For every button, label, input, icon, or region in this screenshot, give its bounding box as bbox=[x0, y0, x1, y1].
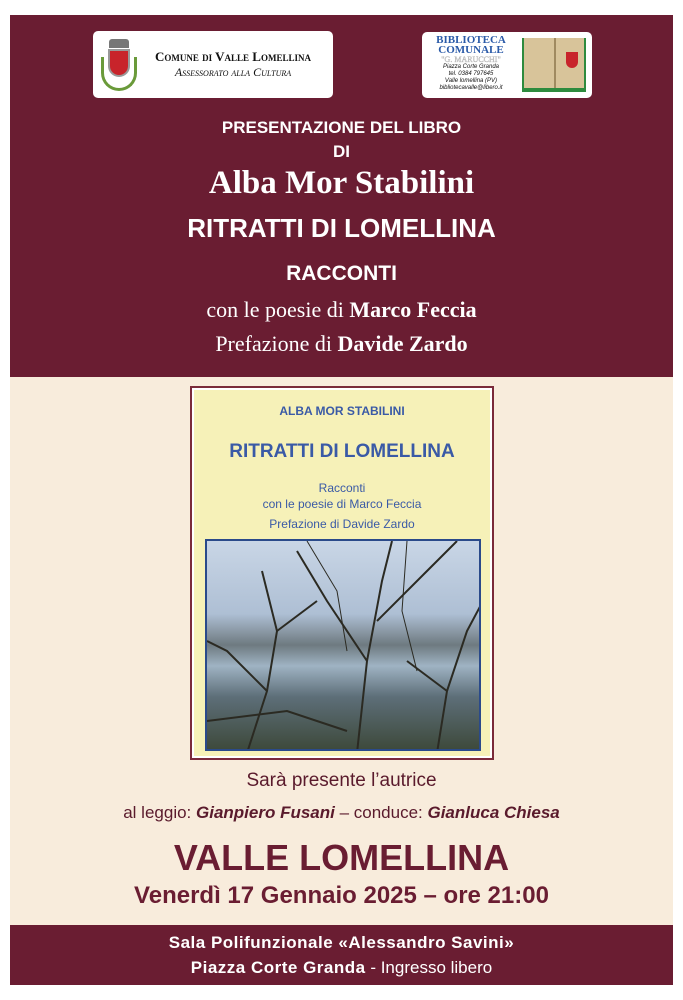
presentazione-heading: PRESENTAZIONE DEL LIBRO bbox=[221, 118, 462, 137]
open-book-icon bbox=[522, 38, 586, 92]
cover-title: RITRATTI DI LOMELLINA bbox=[229, 441, 455, 462]
cover-author: ALBA MOR STABILINI bbox=[279, 404, 405, 418]
poesie-line bbox=[10, 297, 673, 323]
author-present: Sarà presente l’autrice bbox=[246, 770, 437, 791]
biblioteca-email: bibliotecavalle@libero.it bbox=[439, 85, 503, 91]
cover-prefazione: Prefazione di Davide Zardo bbox=[269, 517, 415, 531]
biblioteca-line1: BIBLIOTECA bbox=[436, 34, 506, 46]
comune-logo bbox=[93, 31, 333, 98]
poesie-name: Marco Feccia bbox=[349, 297, 477, 322]
biblioteca-line2: COMUNALE bbox=[438, 44, 504, 56]
conduce-name: Gianluca Chiesa bbox=[427, 803, 560, 822]
leggio-name: Gianpiero Fusani bbox=[196, 803, 335, 822]
biblioteca-city: Valle lomellina (PV) bbox=[444, 78, 498, 84]
biblioteca-logo bbox=[422, 32, 592, 98]
author-name: Alba Mor Stabilini bbox=[208, 165, 475, 201]
prefazione-name: Davide Zardo bbox=[337, 331, 468, 356]
book-cover bbox=[190, 386, 494, 760]
footer-panel bbox=[10, 925, 673, 985]
venue-piazza: Piazza Corte Granda bbox=[190, 958, 366, 977]
readers-line bbox=[10, 803, 673, 823]
cover-poesie: con le poesie di Marco Feccia bbox=[262, 497, 422, 511]
di-label: DI bbox=[333, 142, 350, 161]
prefazione-line bbox=[10, 331, 673, 357]
biblioteca-tel: tel. 0384 797645 bbox=[448, 71, 494, 77]
book-genre: RACCONTI bbox=[286, 262, 397, 285]
event-place: VALLE LOMELLINA bbox=[173, 837, 510, 878]
assessorato: Assessorato alla Cultura bbox=[174, 65, 292, 79]
event-date: Venerdì 17 Gennaio 2025 – ore 21:00 bbox=[134, 882, 549, 909]
conduce-label: – conduce: bbox=[334, 803, 428, 822]
biblioteca-line3: "G. MARUCCHI" bbox=[441, 55, 501, 64]
venue-hall: Sala Polifunzionale «Alessandro Savini» bbox=[168, 933, 515, 952]
leggio-label: al leggio: bbox=[123, 803, 196, 822]
venue-address bbox=[10, 958, 673, 978]
cover-genre: Racconti bbox=[318, 481, 366, 495]
header-panel bbox=[10, 15, 673, 377]
prefazione-prefix: Prefazione di bbox=[215, 331, 338, 356]
cover-photo-trees-river bbox=[205, 539, 481, 751]
poesie-prefix: con le poesie di bbox=[206, 297, 350, 322]
comune-name: Comune di Valle Lomellina bbox=[155, 49, 311, 64]
book-title: RITRATTI DI LOMELLINA bbox=[187, 213, 496, 243]
free-entry: - Ingresso libero bbox=[365, 958, 493, 977]
main-panel bbox=[10, 377, 673, 925]
biblioteca-text bbox=[426, 35, 516, 92]
coat-of-arms-icon bbox=[99, 37, 139, 93]
biblioteca-address: Piazza Corte Granda bbox=[442, 64, 500, 70]
